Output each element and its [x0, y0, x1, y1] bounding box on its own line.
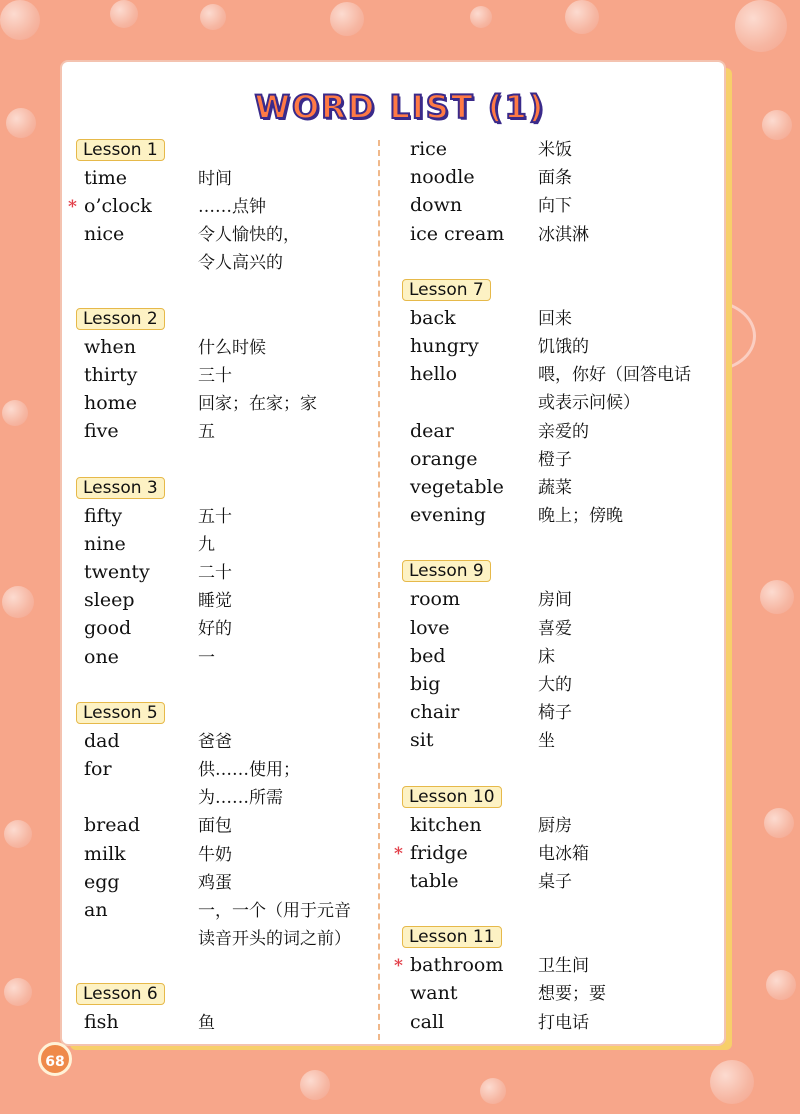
vocab-meaning	[198, 728, 232, 756]
meaning-line: 椅子	[538, 703, 572, 724]
vocab-word: want	[410, 982, 458, 1005]
vocab-meaning	[538, 192, 572, 220]
vocab-word: nice	[84, 223, 125, 246]
vocab-meaning	[198, 644, 215, 672]
meaning-line: 一	[198, 647, 215, 668]
vocab-meaning	[538, 136, 572, 164]
lesson-label: Lesson 10	[402, 786, 502, 808]
meaning-line: 打电话	[538, 1012, 589, 1033]
vocab-word: o’clock	[84, 195, 152, 218]
vocab-word: bed	[410, 644, 446, 667]
meaning-line: 时间	[198, 169, 232, 189]
vocab-meaning	[198, 193, 266, 221]
meaning-line: 米饭	[538, 140, 572, 160]
vocab-meaning	[538, 361, 691, 417]
vocab-meaning	[198, 221, 300, 277]
vocab-meaning	[538, 727, 555, 755]
asterisk-mark: *	[394, 843, 403, 864]
meaning-line: 五	[198, 422, 215, 443]
vocab-word: rice	[410, 138, 448, 160]
vocab-meaning	[538, 164, 572, 192]
meaning-line: 牛奶	[198, 844, 232, 865]
vocab-word: one	[84, 645, 119, 668]
vocab-meaning	[538, 671, 572, 699]
vocab-meaning	[538, 221, 589, 249]
vocab-word: nine	[84, 532, 126, 555]
vocab-word: down	[410, 194, 463, 217]
vocab-word: bread	[84, 814, 140, 837]
meaning-line: 橙子	[538, 449, 572, 470]
vocab-word: good	[84, 617, 132, 640]
meaning-line: 电冰箱	[538, 843, 589, 864]
vocab-word: an	[84, 899, 108, 921]
meaning-line: 九	[198, 534, 215, 555]
meaning-line: 一，一个（用于元音	[198, 901, 351, 921]
vocab-word: evening	[410, 504, 486, 527]
meaning-line: 令人愉快的，	[198, 225, 300, 246]
vocab-word: for	[84, 758, 112, 780]
meaning-line: 好的	[198, 619, 232, 640]
meaning-line: 回来	[538, 308, 572, 329]
lesson-label: Lesson 6	[76, 983, 165, 1005]
vocab-meaning	[538, 868, 572, 896]
vocab-meaning	[538, 615, 572, 643]
column-divider	[378, 140, 380, 1040]
meaning-line: 卫生间	[538, 956, 589, 977]
meaning-line: 坐	[538, 731, 555, 752]
lesson-label: Lesson 11	[402, 926, 502, 948]
vocab-meaning	[198, 812, 232, 840]
vocab-word: vegetable	[410, 476, 504, 498]
vocab-word: hungry	[410, 335, 479, 357]
vocab-meaning	[198, 587, 232, 615]
vocab-meaning	[538, 333, 589, 361]
lesson-label: Lesson 7	[402, 279, 491, 301]
vocab-meaning	[198, 390, 317, 418]
vocab-meaning	[538, 643, 555, 671]
vocab-meaning	[198, 165, 232, 193]
meaning-line: 鱼	[198, 1013, 215, 1034]
vocab-word: noodle	[410, 166, 475, 189]
vocab-word: twenty	[84, 561, 150, 583]
meaning-line: 面包	[198, 816, 232, 837]
meaning-line: 为……所需	[198, 788, 283, 808]
vocab-word: home	[84, 392, 137, 415]
vocab-word: dad	[84, 729, 120, 752]
vocab-word: fridge	[410, 841, 468, 864]
meaning-line: 睡觉	[198, 591, 232, 612]
vocab-word: love	[410, 616, 450, 639]
meaning-line: 五十	[198, 506, 232, 527]
vocab-meaning	[538, 952, 589, 980]
asterisk-mark: *	[394, 956, 403, 977]
vocab-meaning	[538, 980, 606, 1008]
vocab-word: fifty	[84, 504, 123, 527]
meaning-line: 大的	[538, 675, 572, 695]
vocab-meaning	[538, 812, 572, 840]
vocab-word: bathroom	[410, 954, 504, 977]
meaning-line: 或表示问候）	[538, 393, 640, 414]
page-number: 68	[38, 1042, 72, 1076]
asterisk-mark: *	[68, 197, 77, 218]
vocab-meaning	[198, 615, 232, 643]
vocab-meaning	[198, 503, 232, 531]
vocab-word: sit	[410, 729, 434, 752]
vocab-word: five	[84, 420, 119, 443]
vocab-word: back	[410, 306, 456, 329]
vocab-meaning	[198, 756, 300, 812]
vocab-meaning	[198, 559, 232, 587]
vocab-word: time	[84, 167, 127, 189]
meaning-line: 晚上；傍晚	[538, 506, 623, 527]
meaning-line: 三十	[198, 366, 232, 386]
vocab-word: ice cream	[410, 222, 505, 245]
vocab-word: thirty	[84, 364, 138, 386]
meaning-line: 厨房	[538, 815, 572, 836]
meaning-line: 什么时候	[198, 337, 266, 358]
vocab-word: dear	[410, 419, 454, 442]
vocab-meaning	[198, 897, 351, 953]
meaning-line: 爸爸	[198, 731, 232, 752]
vocab-meaning	[198, 1009, 215, 1037]
vocab-meaning	[538, 305, 572, 333]
vocab-meaning	[538, 474, 572, 502]
vocab-meaning	[538, 1009, 589, 1037]
vocab-meaning	[538, 502, 623, 530]
meaning-line: 亲爱的	[538, 421, 589, 442]
meaning-line: 鸡蛋	[198, 872, 232, 893]
vocab-meaning	[198, 334, 266, 362]
meaning-line: 想要；要	[538, 984, 606, 1005]
vocab-word: milk	[84, 842, 126, 865]
meaning-line: 供……使用；	[198, 760, 300, 780]
vocab-meaning	[198, 841, 232, 869]
meaning-line: 蔬菜	[538, 478, 572, 498]
lesson-label: Lesson 5	[76, 702, 165, 724]
meaning-line: ……点钟	[198, 197, 266, 218]
lesson-label: Lesson 3	[76, 477, 165, 499]
lesson-label: Lesson 9	[402, 560, 491, 582]
vocab-meaning	[538, 699, 572, 727]
word-list-card	[62, 62, 724, 1044]
vocab-meaning	[198, 869, 232, 897]
vocab-word: kitchen	[410, 813, 482, 836]
page-title: WORD LIST (1)	[254, 88, 546, 126]
meaning-line: 喂，你好（回答电话	[538, 365, 691, 386]
meaning-line: 冰淇淋	[538, 224, 589, 245]
vocab-word: hello	[410, 363, 458, 386]
vocab-meaning	[538, 840, 589, 868]
vocab-word: chair	[410, 701, 460, 724]
meaning-line: 向下	[538, 196, 572, 217]
vocab-word: when	[84, 335, 136, 358]
vocab-word: call	[410, 1010, 445, 1033]
meaning-line: 二十	[198, 563, 232, 583]
vocab-meaning	[538, 586, 572, 614]
meaning-line: 读音开头的词之前）	[198, 929, 351, 949]
meaning-line: 面条	[538, 168, 572, 189]
vocab-word: orange	[410, 447, 478, 470]
vocab-meaning	[538, 418, 589, 446]
meaning-line: 饥饿的	[538, 337, 589, 357]
vocab-word: fish	[84, 1011, 119, 1034]
vocab-meaning	[198, 418, 215, 446]
meaning-line: 令人高兴的	[198, 253, 283, 274]
vocab-meaning	[198, 362, 232, 390]
vocab-meaning	[198, 531, 215, 559]
meaning-line: 喜爱	[538, 618, 572, 639]
vocab-word: egg	[84, 870, 120, 893]
vocab-word: table	[410, 870, 459, 892]
meaning-line: 桌子	[538, 872, 572, 892]
meaning-line: 床	[538, 646, 555, 667]
vocab-word: sleep	[84, 589, 135, 612]
vocab-word: big	[410, 673, 441, 695]
vocab-meaning	[538, 446, 572, 474]
meaning-line: 房间	[538, 590, 572, 611]
vocab-word: room	[410, 588, 460, 611]
lesson-label: Lesson 1	[76, 139, 165, 161]
meaning-line: 回家；在家；家	[198, 394, 317, 415]
lesson-label: Lesson 2	[76, 308, 165, 330]
